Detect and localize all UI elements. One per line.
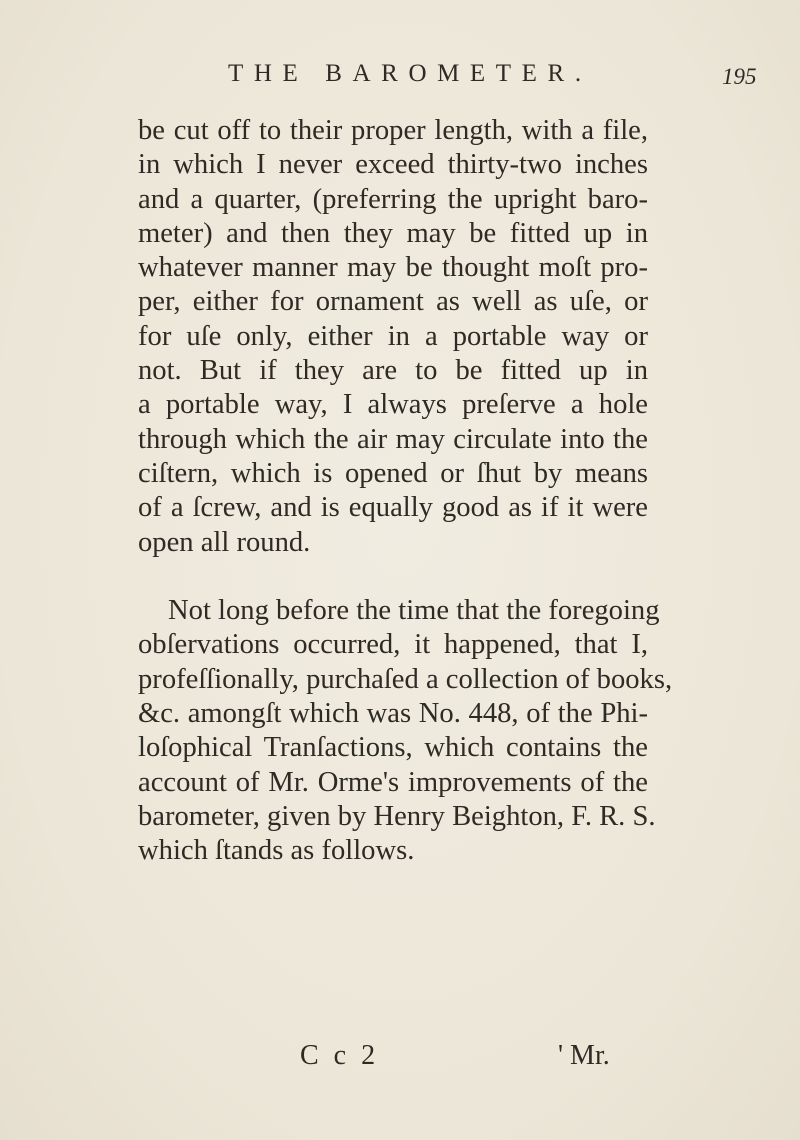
text-line: barometer, given by Henry Beighton, F. R. S. — [138, 800, 656, 832]
text-line: Not long before the time that the foregoing — [168, 595, 660, 627]
text-line: open all round. — [138, 526, 311, 558]
paragraph-1 — [138, 114, 648, 560]
page-header — [228, 60, 757, 100]
text-line: ciſtern, which is opened or ſhut by means — [138, 457, 648, 489]
text-line: loſophical Tranſactions, which contains the — [138, 732, 648, 764]
text-line: meter) and then they may be fitted up in — [138, 217, 648, 249]
text-line: be cut off to their proper length, with a file, — [138, 115, 648, 146]
signature-mark: C c 2 — [300, 1040, 380, 1071]
text-line: account of Mr. Orme's improvements of the — [138, 766, 648, 798]
text-line: and a quarter, (preferring the upright baro- — [138, 183, 648, 215]
page-footer — [300, 1040, 670, 1080]
text-line: not. But if they are to be fitted up in — [138, 355, 648, 387]
body-text — [138, 114, 673, 869]
text-line: for uſe only, either in a portable way or — [138, 320, 648, 352]
text-line: in which I never exceed thirty-two inches — [138, 149, 648, 181]
catchword: ' Mr. — [558, 1040, 610, 1071]
text-line: whatever manner may be thought moſt pro- — [138, 252, 648, 284]
text-line: per, either for ornament as well as uſe, or — [138, 286, 648, 318]
page-number: 195 — [722, 64, 757, 89]
paragraph-gap — [138, 560, 648, 594]
text-line: &c. amongſt which was No. 448, of the Phi- — [138, 698, 648, 730]
text-line: of a ſcrew, and is equally good as if it were — [138, 492, 648, 524]
text-line: which ſtands as follows. — [138, 835, 415, 867]
paragraph-2 — [138, 594, 673, 868]
text-line: profeſſionally, purchaſed a collection of books, — [138, 663, 673, 695]
running-title: THE BAROMETER. — [228, 60, 592, 87]
text-line: a portable way, I always preſerve a hole — [138, 389, 648, 421]
text-line: obſervations occurred, it happened, that I, — [138, 629, 648, 661]
text-line: through which the air may circulate into the — [138, 423, 648, 455]
